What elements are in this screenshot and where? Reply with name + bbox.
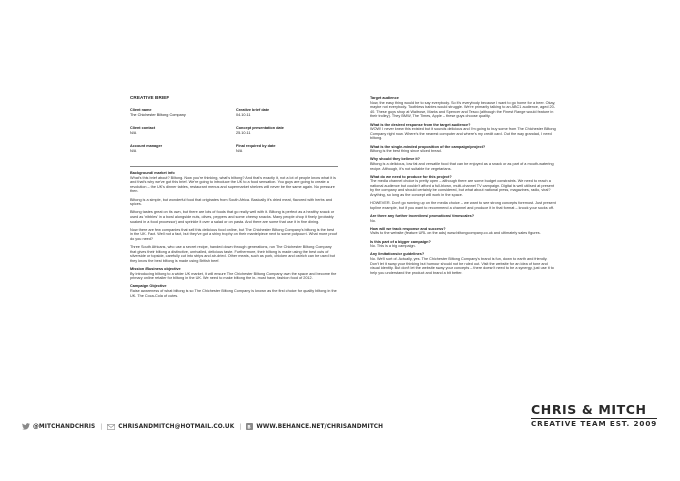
response-section [370, 123, 556, 141]
limitations-section [370, 252, 556, 275]
proposition-heading: What is the single-minded proposition of the campaign/project? [370, 144, 486, 149]
campaign-heading: Campaign Objective [130, 284, 167, 289]
mission-heading: Mission /Business objective [130, 267, 181, 272]
incentives-section [370, 214, 556, 223]
campaign-section [130, 284, 338, 298]
brief-date-label: Creative brief date [236, 108, 270, 112]
bigger-campaign-section [370, 240, 556, 249]
brand-name: CHRIS & MITCH [531, 402, 647, 417]
client-name-value: The Chichester Biltong Company [130, 112, 186, 117]
brief-date-value: 04.10.11 [236, 112, 251, 117]
bigger-campaign-heading: Is this part of a bigger campaign? [370, 239, 431, 244]
background-paragraph: What's this brief about? Biltong. Now you're thinking, what's biltong? And that's exactly it, not a lot of people know what it is and that's why we've got this brief. We're going to introduce the UK to a food sensation. You guys are going to create a revolution – the UK's dinner tables, restaurant menus and supermarket shelves will never be the same again. No pressure then. [130, 175, 336, 194]
background-section [130, 171, 338, 263]
separator: | [100, 423, 103, 430]
audience-text: Now, the easy thing would be to say everybody. So it's everybody because I want to go home for a beer. Okay, maybe not everybody. Toothless babies would struggle. We're primarily talking to an ABC1 audience, aged 20-40. These guys shop at Waitrose, Marks and Spencer and Tesco (although the Finest Range would feature in their trolley). They BMW, The Times, Apple – these guys choose quality. [370, 100, 556, 119]
campaign-text: Raise awareness of what biltong is so The Chichester Biltong Company is known as the first choice for quality biltong in the UK. The Coca-Cola of cutes. [130, 289, 337, 298]
twitter-handle-link[interactable]: @MITCHANDCHRIS [33, 423, 96, 430]
brand-tagline: CREATIVE TEAM EST. 2009 [531, 419, 658, 428]
track-section [370, 227, 556, 236]
final-date-block [236, 144, 346, 153]
bigger-campaign-text: No. This is a big campaign. [370, 244, 416, 249]
account-manager-value: N/A [130, 148, 137, 153]
footer-contacts [22, 423, 383, 430]
incentives-text: No. [370, 218, 376, 223]
account-manager-block [130, 144, 240, 153]
client-name-block [130, 108, 240, 117]
svg-text:B: B [247, 425, 252, 430]
background-paragraph: Three South Africans, who use a secret recipe, handed down through generations, run The Chichester Biltong Company that gives their biltong a distinctive, unrivalled, delicious taste. Furthermore, their biltong is made using the best cuts of silverside or topside, carefully cut into strips and air-dried. Other meats, such as pork, chicken and ostrich can be used but they know the best biltong is made using British beef. [130, 245, 335, 263]
twitter-bird-icon [22, 423, 30, 430]
believe-section [370, 157, 556, 171]
brand-logo [531, 403, 657, 428]
client-contact-label: Client contact [130, 126, 156, 130]
final-date-label: Final required by date [236, 144, 276, 148]
audience-heading: Target audience [370, 96, 399, 100]
brief-title: CREATIVE BRIEF [130, 95, 170, 100]
response-heading: What is the desired response from the target audience? [370, 122, 471, 127]
brief-date-block [236, 108, 346, 117]
background-paragraph: Biltong tastes great on its own, but there are lots of foods that go really well with it. Biltong is perfect as a healthy snack or used as 'nibbles' in a bowl alongside nuts, olives, peppers and some cheesy snacks. Many people chop it finely (probably soaked in a food processor) and sprinkle it over a salad or on pasta. And there are some that use it in fine dining. [130, 210, 335, 224]
response-text: WOW! I never knew this existed but it sounds delicious and I'm going to buy some from The Chichester Biltong Company right now. Where's the nearest computer and where's my credit card. Out the way grandad, I need biltong. [370, 127, 556, 141]
divider-rule [130, 166, 338, 167]
behance-link[interactable]: WWW.BEHANCE.NET/CHRISANDMITCH [256, 423, 384, 430]
background-paragraph: Biltong is a simple, but wonderful food that originates from South Africa. Basically it's dried meat, flavored with herbs and spices. [130, 197, 333, 207]
email-link[interactable]: CHRISANDMITCH@HOTMAIL.CO.UK [118, 423, 235, 430]
believe-heading: Why should they believe it? [370, 157, 420, 162]
client-contact-block [130, 126, 240, 135]
track-text: Visits to the website (feature URL on the ads) www.biltongcompany.co.uk and ultimately sales figures. [370, 231, 541, 236]
produce-text: The media channel choice is pretty open – although there are some budget constraints. We need to reach a national audience but couldn't afford a full-blown, multi-channel TV campaign. Digital is well utilised at present by the company and should certainly be considered, but what about national press, magazines, radio, viral? Anything, so long as the concept will work in the space. [370, 179, 554, 198]
produce-section [370, 175, 556, 211]
produce-text: HOWEVER. Don't go running up on the media choice – we want to see strong concepts foremost. Just present topline example, but if you want to recommend a channel and produce it in that format – knock your socks off. [370, 201, 556, 210]
client-contact-value: N/A [130, 130, 137, 135]
track-heading: How will we track response and success? [370, 226, 446, 231]
behance-icon [246, 423, 253, 430]
background-paragraph: Now there are few companies that sell this delicious food online, but The Chichester Biltong Company's biltong is the best in the UK. Fact. Well not a fact, but they've got a shiny trophy on their mantelpiece next to some potpourri. What more proof do you need? [130, 227, 338, 241]
proposition-section [370, 145, 556, 154]
separator: | [239, 423, 242, 430]
believe-text: Biltong is a delicious, low fat and versatile food that can be enjoyed as a snack or as part of a mouth-watering recipe. Although, it's not suitable for vegetarians. [370, 161, 554, 171]
audience-section [370, 96, 556, 119]
concept-date-block [236, 126, 346, 135]
client-name-label: Client name [130, 108, 152, 112]
mission-section [130, 267, 338, 281]
email-envelope-icon [107, 424, 115, 430]
mission-text: By introducing biltong to a wider UK market, it will ensure The Chichester Biltong Company own the space and become the primary online retailer for biltong in the UK. We need to make biltong the in- must have, fashion food of 2012. [130, 271, 337, 281]
produce-heading: What do we need to produce for this project? [370, 174, 452, 179]
proposition-text: Biltong is the best thing since sliced bread. [370, 149, 442, 154]
left-column [130, 171, 338, 302]
background-heading: Background/ market info [130, 171, 175, 175]
final-date-value: N/A [236, 148, 243, 153]
right-column [370, 96, 556, 279]
account-manager-label: Account manager [130, 144, 163, 148]
concept-date-value: 25.10.11 [236, 130, 251, 135]
incentives-heading: Are there any further incentives/ promotions/ timescales? [370, 214, 475, 219]
limitations-heading: Any limitations/or guidelines? [370, 252, 425, 257]
limitations-text: No. We'll sort of. Actually, yes. The Chichester Biltong Company's brand is fun, down to earth and friendly. Don't let it swap your thinking but humour should not be ruled out. Visit the website for an idea of tone and visual identity. But don't let the website sway your concepts – there doesn't need to be a synergy, just use it to help you understand the product and brand a bit better. [370, 256, 554, 275]
concept-date-label: Concept presentation date [236, 126, 284, 130]
